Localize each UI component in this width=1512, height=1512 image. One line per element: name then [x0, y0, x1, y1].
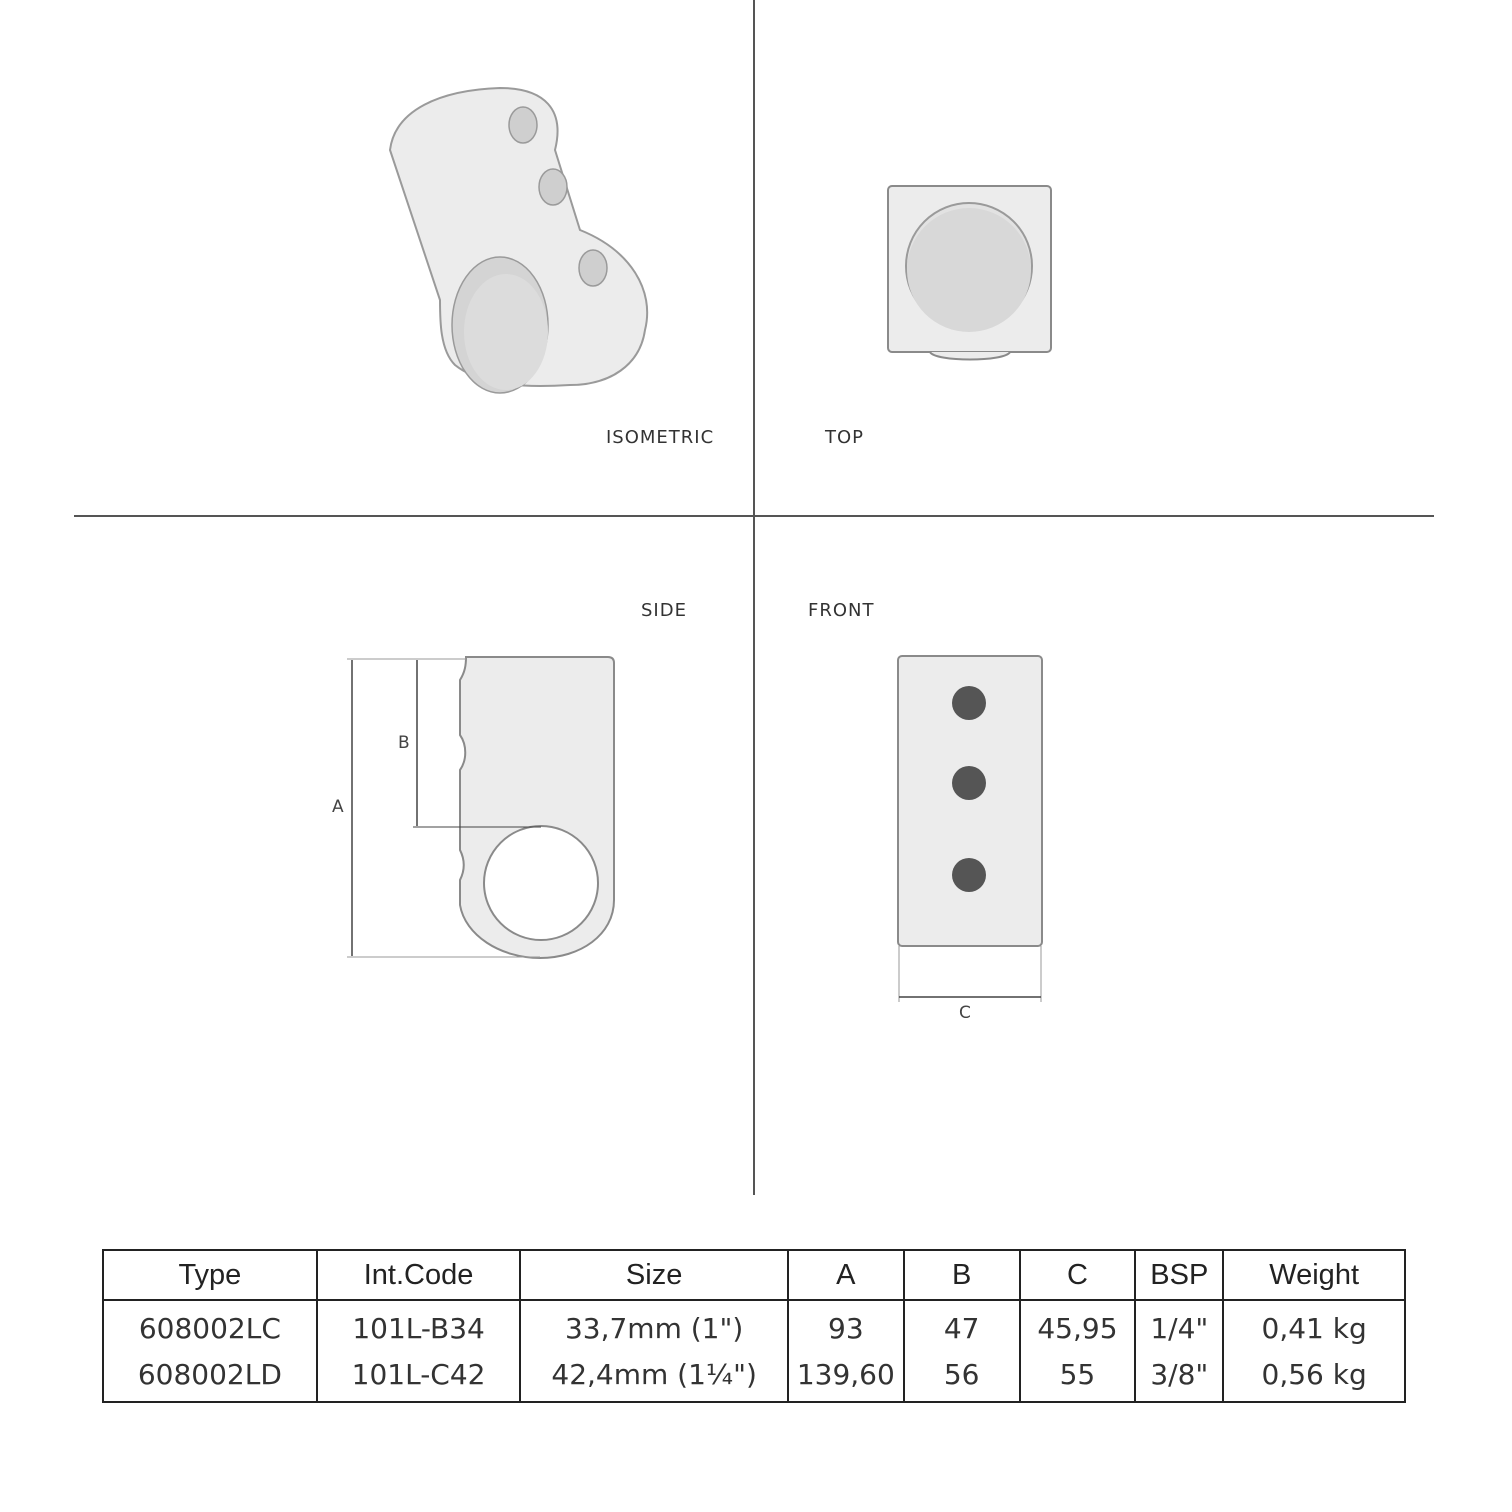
header-b: B [904, 1250, 1020, 1300]
header-type: Type [103, 1250, 317, 1300]
side-view-label: SIDE [641, 600, 687, 621]
table-row [103, 1300, 1405, 1351]
side-view-drawing [347, 657, 614, 958]
dimension-b-label: B [398, 733, 410, 753]
front-view-drawing [898, 656, 1042, 1002]
cell-bsp: 3/8" [1135, 1351, 1223, 1402]
cell-type: 608002LC [103, 1300, 317, 1351]
header-a: A [788, 1250, 904, 1300]
isometric-view-drawing [390, 88, 647, 393]
cell-c: 45,95 [1020, 1300, 1136, 1351]
cell-weight: 0,41 kg [1223, 1300, 1405, 1351]
cell-b: 56 [904, 1351, 1020, 1402]
front-view-label: FRONT [808, 600, 875, 621]
cell-a: 93 [788, 1300, 904, 1351]
header-size: Size [520, 1250, 787, 1300]
cell-size: 42,4mm (1¼") [520, 1351, 787, 1402]
header-c: C [1020, 1250, 1136, 1300]
header-bsp: BSP [1135, 1250, 1223, 1300]
top-view-label: TOP [825, 427, 865, 448]
cell-type: 608002LD [103, 1351, 317, 1402]
cell-b: 47 [904, 1300, 1020, 1351]
header-weight: Weight [1223, 1250, 1405, 1300]
cell-weight: 0,56 kg [1223, 1351, 1405, 1402]
table-row [103, 1351, 1405, 1402]
table-header-row [103, 1250, 1405, 1300]
specification-table [102, 1249, 1406, 1403]
cell-bsp: 1/4" [1135, 1300, 1223, 1351]
dimension-a-label: A [332, 797, 344, 817]
cell-c: 55 [1020, 1351, 1136, 1402]
cell-int-code: 101L-C42 [317, 1351, 521, 1402]
cell-a: 139,60 [788, 1351, 904, 1402]
isometric-view-label: ISOMETRIC [606, 427, 715, 448]
cell-int-code: 101L-B34 [317, 1300, 521, 1351]
header-int-code: Int.Code [317, 1250, 521, 1300]
dimension-c-label: C [959, 1003, 971, 1023]
cell-size: 33,7mm (1") [520, 1300, 787, 1351]
top-view-drawing [888, 186, 1051, 360]
